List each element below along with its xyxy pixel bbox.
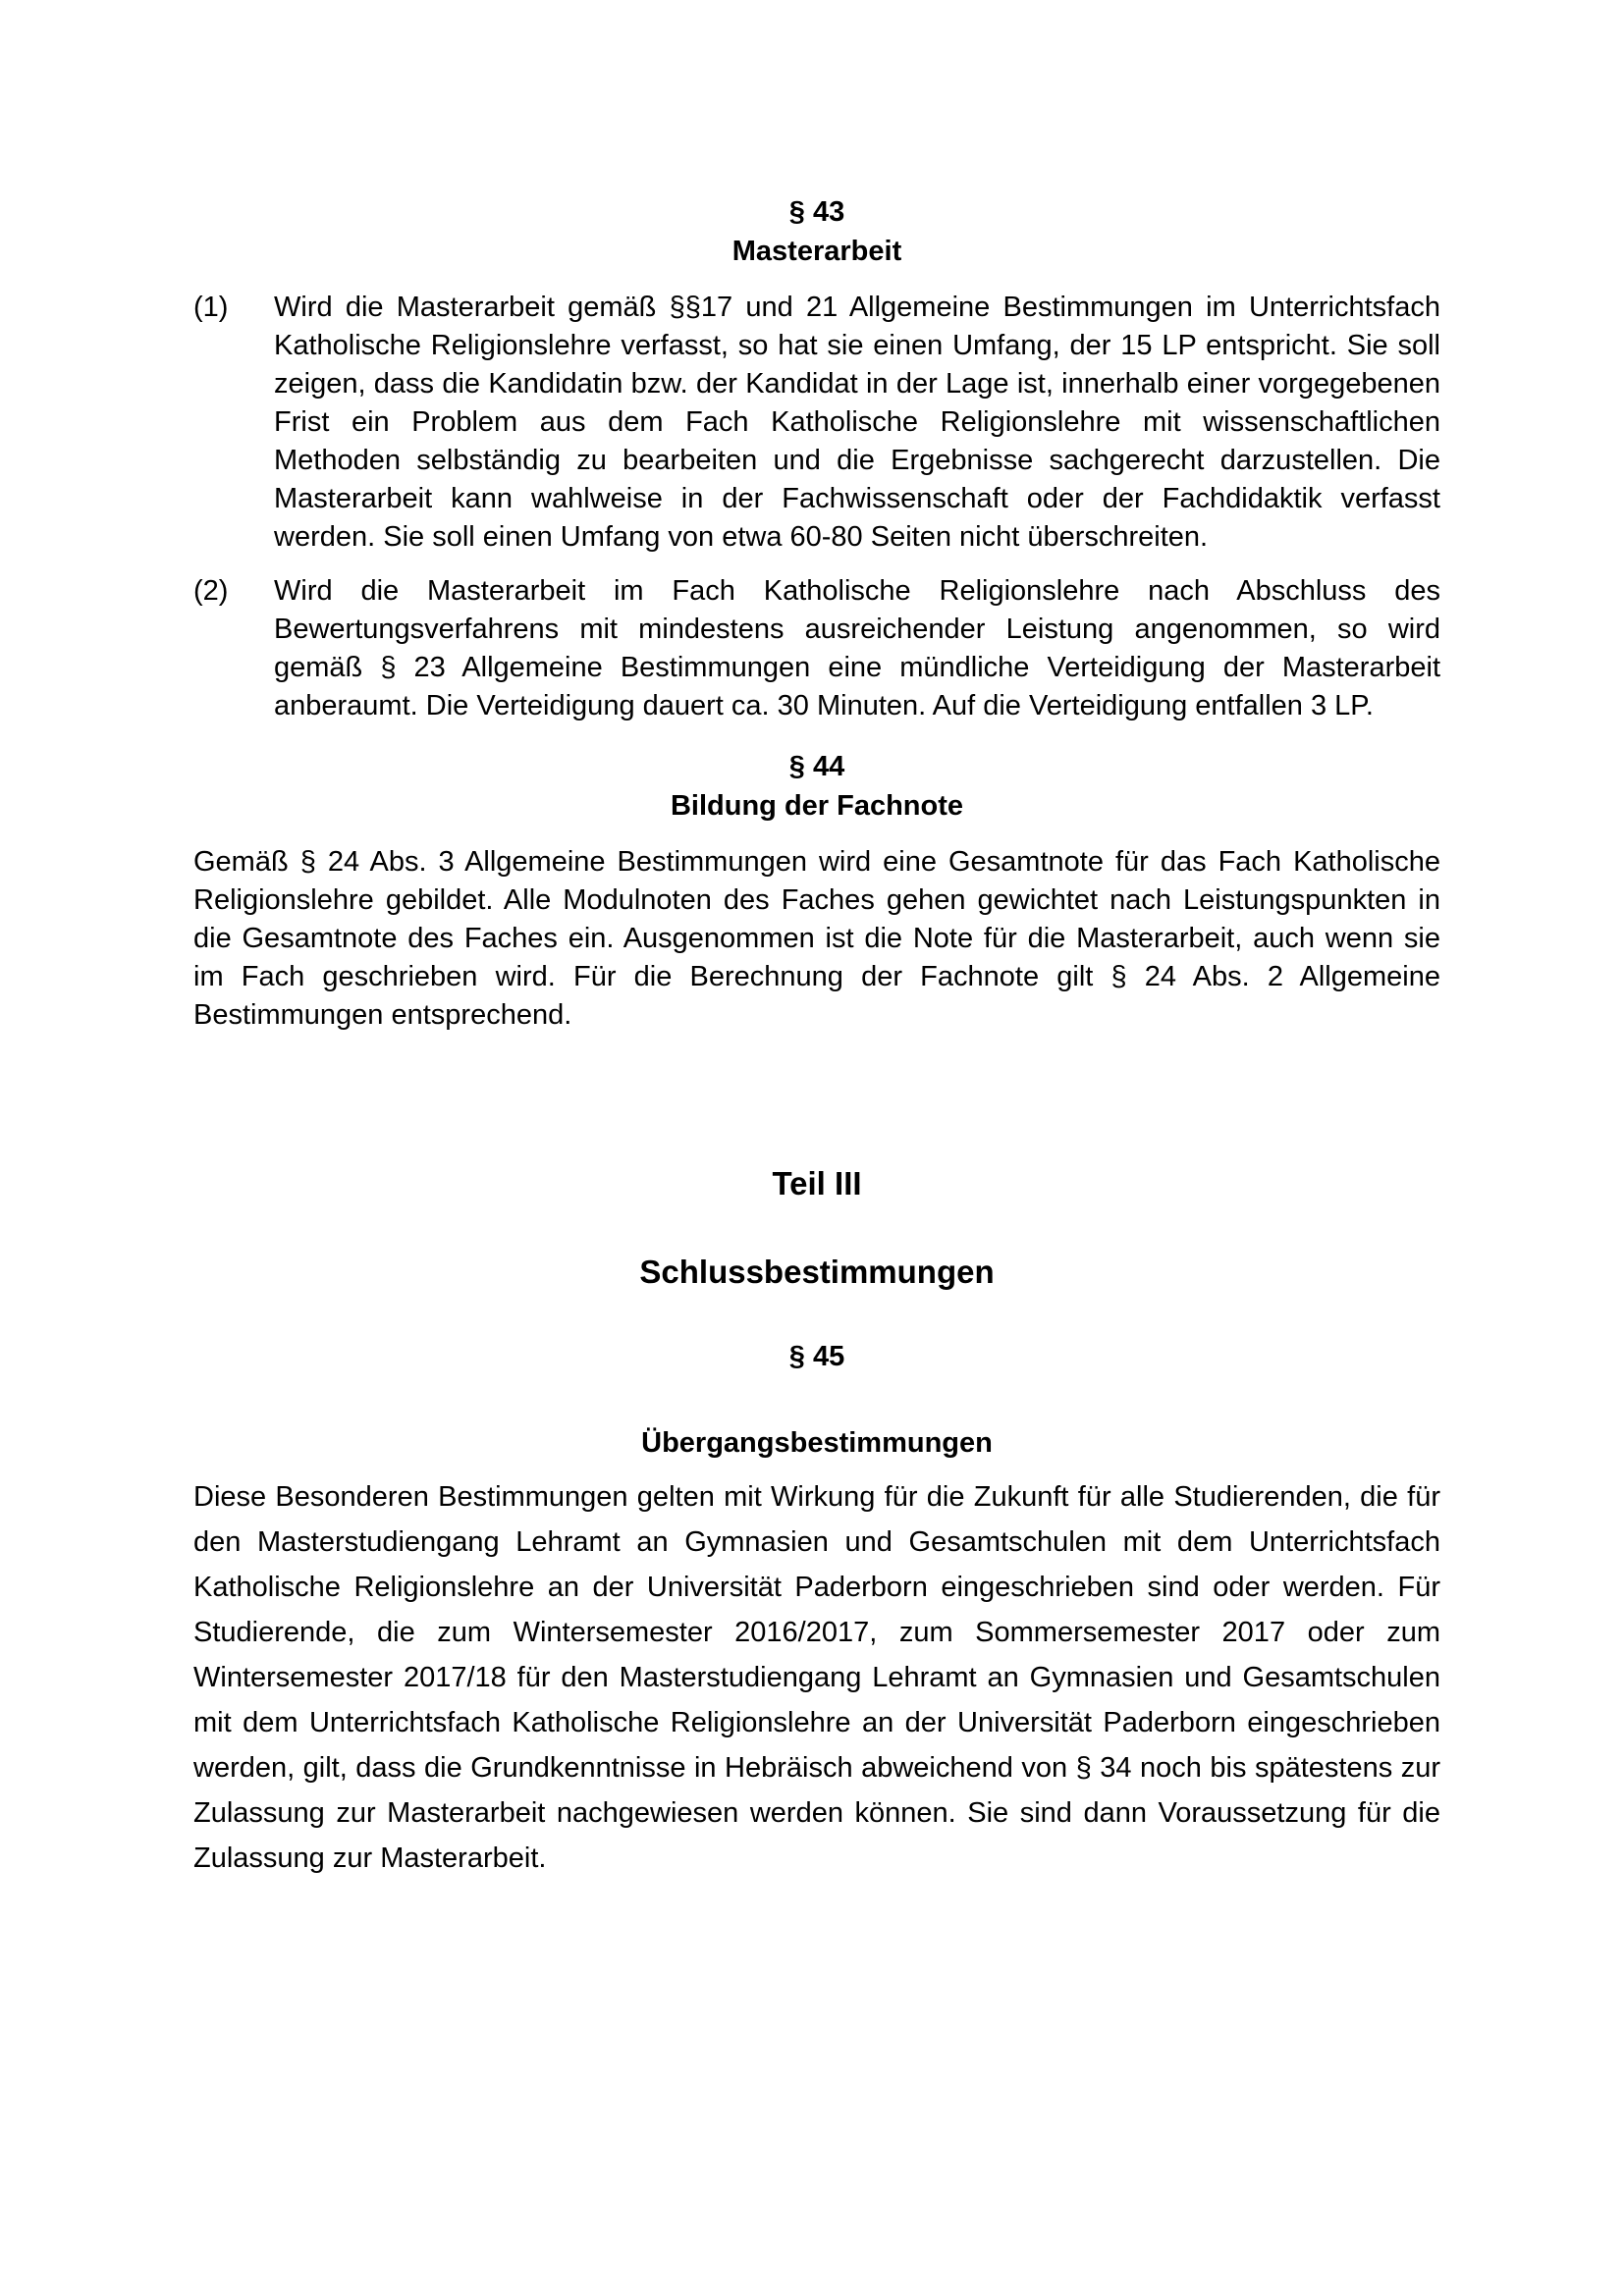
- section-44-text: Gemäß § 24 Abs. 3 Allgemeine Bestimmungen wird eine Gesamtnote für das Fach Katholische Religionslehre gebildet. Alle Modulnoten des Faches gehen gewichtet nach Leistungspunkten in die Gesamtnote des Faches ein. Ausgenommen ist die Note für die Masterarbeit, auch wenn sie im Fach geschrieben wird. Für die Berechnung der Fachnote gilt § 24 Abs. 2 Allgemeine Bestimmungen entsprechend.: [193, 846, 1440, 1031]
- document-content: [193, 192, 1440, 1881]
- section-43-paragraph-1: [193, 289, 1440, 557]
- section-45-title: Übergangsbestimmungen: [641, 1427, 993, 1459]
- part-subtitle: Schlussbestimmungen: [639, 1254, 995, 1290]
- part-title: Teil III: [772, 1165, 862, 1201]
- section-44-title: Bildung der Fachnote: [670, 790, 964, 822]
- section-45-text: Diese Besonderen Bestimmungen gelten mit Wirkung für die Zukunft für alle Studierenden, die für den Masterstudiengang Lehramt an Gymnasien und Gesamtschulen mit dem Unterrichtsfach Katholische Religionslehre an der Universität Paderborn eingeschrieben sind oder werden. Für Studierende, die zum Wintersemester 2016/2017, zum Sommersemester 2017 oder zum Wintersemester 2017/18 für den Masterstudiengang Lehramt an Gymnasien und Gesamtschulen mit dem Unterrichtsfach Katholische Religionslehre an der Universität Paderborn eingeschrieben werden, gilt, dass die Grundkenntnisse in Hebräisch abweichend von § 34 noch bis spätestens zur Zulassung zur Masterarbeit nachgewiesen werden können. Sie sind dann Voraussetzung für die Zulassung zur Masterarbeit.: [193, 1481, 1440, 1874]
- section-43-title: Masterarbeit: [731, 236, 902, 267]
- section-44-number: § 44: [788, 751, 845, 782]
- section-45-number: § 45: [788, 1341, 845, 1372]
- paragraph-text: Wird die Masterarbeit im Fach Katholische Religionslehre nach Abschluss des Bewertungsverfahrens mit mindestens ausreichender Leistung angenommen, so wird gemäß § 23 Allgemeine Bestimmungen eine mündliche Verteidigung der Masterarbeit anberaumt. Die Verteidigung dauert ca. 30 Minuten. Auf die Verteidigung entfallen 3 LP.: [274, 575, 1440, 721]
- section-43-number: § 43: [788, 196, 845, 228]
- paragraph-text: Wird die Masterarbeit gemäß §§17 und 21 Allgemeine Bestimmungen im Unterrichtsfach Katholische Religionslehre verfasst, so hat sie einen Umfang, der 15 LP entspricht. Sie soll zeigen, dass die Kandidatin bzw. der Kandidat in der Lage ist, innerhalb einer vorgegebenen Frist ein Problem aus dem Fach Katholische Religionslehre mit wissenschaftlichen Methoden selbständig zu bearbeiten und die Ergebnisse sachgerecht darzustellen. Die Masterarbeit kann wahlweise in der Fachwissenschaft oder der Fachdidaktik verfasst werden. Sie soll einen Umfang von etwa 60-80 Seiten nicht überschreiten.: [274, 292, 1440, 553]
- section-43-paragraph-2: [193, 572, 1440, 725]
- paragraph-number: (1): [193, 292, 229, 323]
- paragraph-number: (2): [193, 575, 229, 607]
